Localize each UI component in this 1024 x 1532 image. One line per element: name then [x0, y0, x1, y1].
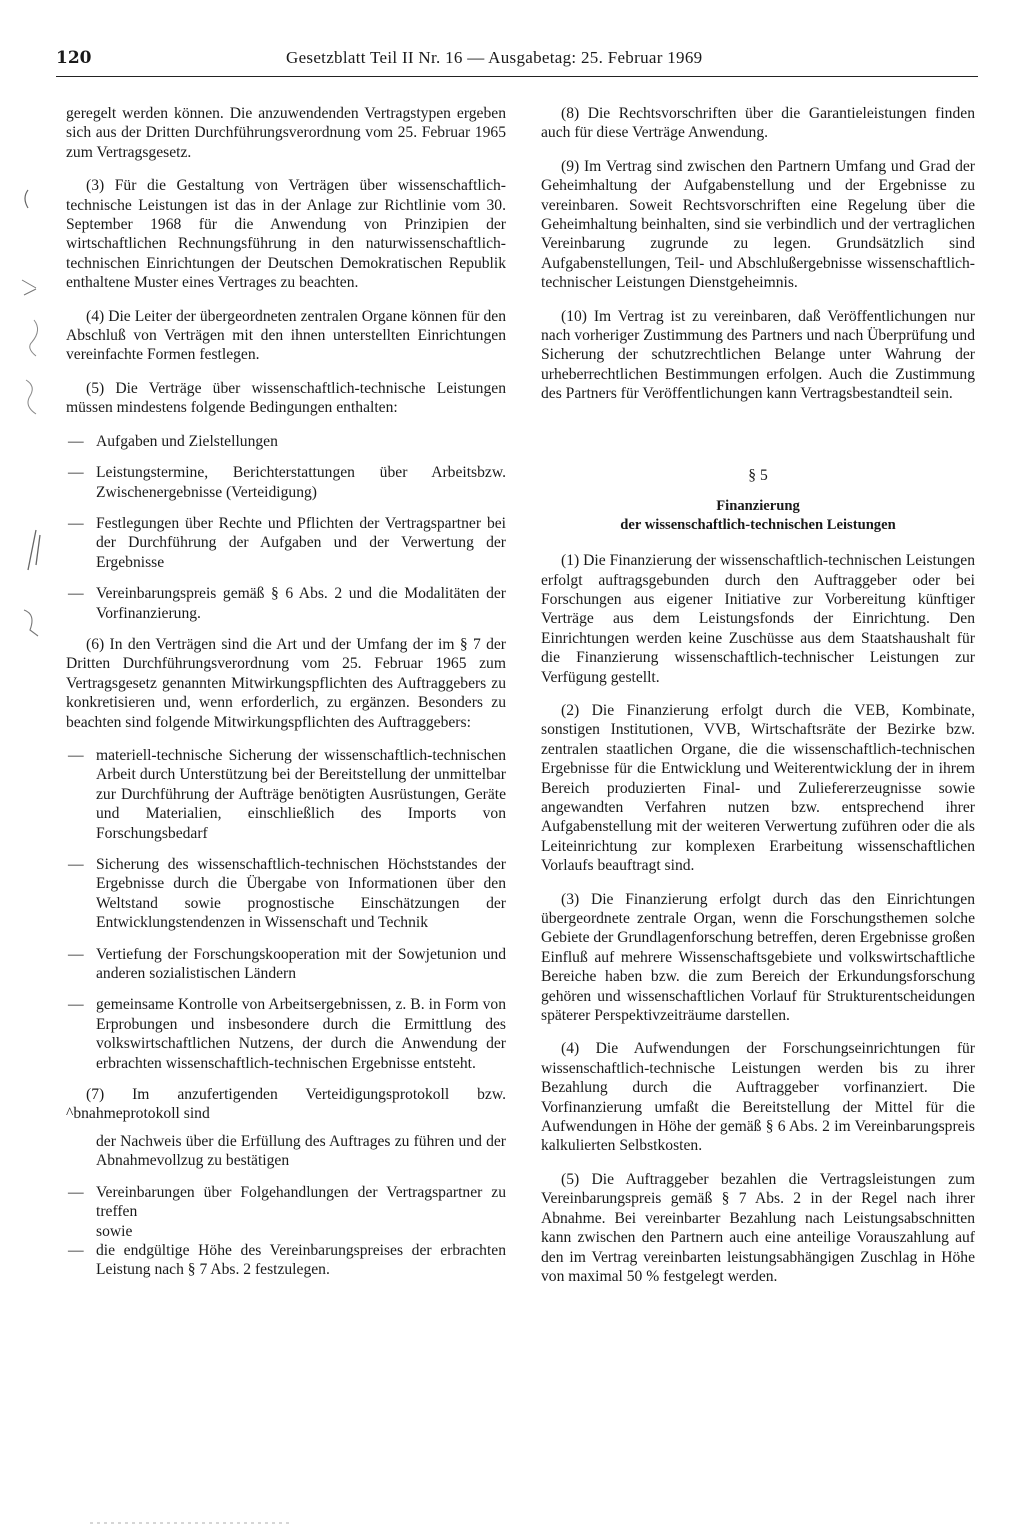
- list-item-text: die endgültige Höhe des Vereinbarungspreises der erbrachten Leistung nach § 7 Abs. 2 festzulegen.: [96, 1241, 506, 1279]
- running-title: Gesetzblatt Teil II Nr. 16 — Ausgabetag: 25. Februar 1969: [286, 48, 703, 67]
- page-header: [56, 48, 978, 77]
- list-item-text: Aufgaben und Zielstellungen: [96, 432, 278, 450]
- list-item-text: Festlegungen über Rechte und Pflichten der Vertragspartner bei der Durchführung der Aufgaben und der Verwertung der Ergebnisse: [96, 514, 506, 571]
- left-column: [66, 104, 506, 1292]
- list-item: [66, 584, 506, 623]
- paragraph-7: (7) Im anzufertigenden Verteidigungsprotokoll bzw. ^bnahmeprotokoll sind: [66, 1086, 506, 1123]
- list-item: [66, 945, 506, 984]
- section-title-line-2: der wissenschaftlich-technischen Leistungen: [620, 517, 896, 534]
- list-item-text: Vereinbarungen über Folgehandlungen der Vertragspartner zu treffen: [96, 1183, 506, 1221]
- dash-bullet: —: [68, 1183, 84, 1201]
- scan-artifact: [90, 1522, 290, 1524]
- protocol-sowie: sowie: [96, 1222, 133, 1240]
- dash-bullet: —: [68, 514, 84, 532]
- section-heading: § 5: [748, 466, 768, 484]
- page-number: 120: [56, 48, 92, 68]
- list-item-text: Vertiefung der Forschungskooperation mit der Sowjetunion und anderen sozialistischen Ländern: [96, 945, 506, 983]
- paragraph-4: (4) Die Leiter der übergeordneten zentralen Organe können für den Abschluß von Verträgen mit den ihnen unterstellten Einrichtungen vereinfachte Formen festlegen.: [66, 307, 506, 364]
- dash-bullet: —: [68, 464, 84, 482]
- dash-bullet: —: [68, 746, 84, 764]
- protocol-item-3: [66, 1241, 506, 1280]
- right-column: [541, 104, 975, 1300]
- list-item-text: Sicherung des wissenschaftlich-technischen Höchststandes der Ergebnisse durch die Übergabe von Informationen über den Weltstand sowie prognostische Einschätzungen der Entwicklungstendenzen in Wissenschaft und Technik: [96, 856, 506, 932]
- section-paragraph-2: (2) Die Finanzierung erfolgt durch die VEB, Kombinate, sonstigen Institutionen, VVB, Wirtschaftsräte der Bezirke bzw. zentralen staatlichen Organe, die die wissenschaftlich-technischen Ergebnisse für die Entwicklung und Weiterentwicklung der in ihrem Bereich produzierten Final- und Zuliefererzeugnisse sowie angewandten Verfahren nutzen bzw. entsprechend ihrer Aufgabenstellung mit der weiteren Verwertung zuführen oder die als Leiteinrichtung zur komplexen Erarbeitung wissenschaftlichen Vorlaufs beauftragt sind.: [541, 701, 975, 875]
- list-item-text: Leistungstermine, Berichterstattungen über Arbeitsbzw. Zwischenergebnisse (Verteidigung): [96, 464, 506, 501]
- protocol-item-2: [66, 1183, 506, 1222]
- dash-bullet: —: [68, 432, 84, 450]
- paragraph-3: (3) Für die Gestaltung von Verträgen über wissenschaftlich-technische Leistungen ist das in der Anlage zur Richtlinie vom 30. September 1968 für die Anwendung von Prinzipien der wirtschaftlichen Rechnungsführung in den naturwissenschaftlich-technischen Einrichtungen der Deutschen Demokratischen Republik enthaltene Muster eines Vertrages zu beachten.: [66, 177, 506, 292]
- dash-bullet: —: [68, 585, 84, 603]
- list-item-text: materiell-technische Sicherung der wissenschaftlich-technischen Arbeit durch Unterstützung bei der Bereitstellung der unmittelbar zur Durchführung der Aufträge benötigten Ausrüstungen, Geräte und Materialien, einschließlich des Imports von Forschungsbedarf: [96, 746, 506, 842]
- paragraph-8: (8) Die Rechtsvorschriften über die Garantieleistungen finden auch für diese Verträge Anwendung.: [541, 105, 975, 142]
- section-paragraph-5: (5) Die Auftraggeber bezahlen die Vertragsleistungen zum Vereinbarungspreis gemäß § 7 Abs. 2 in der Regel nach ihrer Abnahme. Bei vereinbarter Bezahlung nach Leistungsabschnitten kann zwischen den Partnern auch eine anteilige Vorauszahlung auf den im Vertrag vereinbarten leistungsabhängigen Zuschlag in Höhe von maximal 50 % festgelegt werden.: [541, 1170, 975, 1285]
- list-item: [66, 746, 506, 843]
- section-title-line-1: Finanzierung: [716, 498, 800, 515]
- list-item: [66, 432, 506, 451]
- paragraph-intro: geregelt werden können. Die anzuwendenden Vertragstypen ergeben sich aus der Dritten Durchführungsverordnung vom 25. Februar 1965 zum Vertragsgesetz.: [66, 105, 506, 161]
- paragraph-5: (5) Die Verträge über wissenschaftlich-technische Leistungen müssen mindestens folgende Bedingungen enthalten:: [66, 379, 506, 417]
- paragraph-10: (10) Im Vertrag ist zu vereinbaren, daß Veröffentlichungen nur nach vorheriger Zustimmung des Partners und nach Überprüfung und Sicherung der schutzrechtlichen Belange unter Wahrung der urheberrechtlichen Bestimmungen erfolgen. Auch die Zustimmung des Partners für Veröffentlichungen kann Vertragsbestandteil sein.: [541, 307, 975, 403]
- dash-bullet: —: [68, 1241, 84, 1259]
- list-item: [66, 995, 506, 1073]
- paragraph-9: (9) Im Vertrag sind zwischen den Partnern Umfang und Grad der Geheimhaltung der Aufgabenstellung und der Ergebnisse zu vereinbaren. Soweit Rechtsvorschriften eine Regelung über die Geheimhaltung beinhalten, sind sie verbindlich und der vertraglichen Vereinbarung zugrunde zu legen. Grundsätzlich sind Aufgabenstellungen, Teil- und Abschlußergebnisse wissenschaftlich-technischer Leistungen Dienstgeheimnis.: [541, 157, 975, 292]
- section-title: [541, 497, 975, 535]
- list-item: [66, 514, 506, 572]
- list-item: [66, 855, 506, 933]
- list-item-text: Vereinbarungspreis gemäß § 6 Abs. 2 und die Modalitäten der Vorfinanzierung.: [96, 585, 506, 622]
- section-paragraph-3: (3) Die Finanzierung erfolgt durch das den Einrichtungen übergeordnete zentrale Organ, wenn die Forschungsthemen solche Gebiete der Grundlagenforschung betreffen, deren Ergebnisse großen Einfluß auf mehrere Wissenschaftsgebiete und volkswirtschaftliche Bereiche haben bzw. die zum Bereich der Erkundungsforschung gehören und wissenschaftlichen Vorlauf für Strukturentscheidungen späterer Perspektivzeiträume darstellen.: [541, 890, 975, 1025]
- dash-bullet: —: [68, 996, 84, 1014]
- dash-bullet: —: [68, 856, 84, 873]
- duties-list: [66, 746, 506, 1073]
- section-paragraph-4: (4) Die Aufwendungen der Forschungseinrichtungen für wissenschaftlich-technische Leistungen werden bis zu ihrer Bezahlung durch die Auftraggeber vorfinanziert. Die Vorfinanzierung umfaßt die Bereitstellung der Mittel für die Aufwendungen in Höhe der gemäß § 6 Abs. 2 im Vereinbarungspreis kalkulierten Selbstkosten.: [541, 1040, 975, 1155]
- protocol-item-1: der Nachweis über die Erfüllung des Auftrages zu führen und der Abnahmevollzug zu bestätigen: [96, 1132, 506, 1170]
- list-item-text: gemeinsame Kontrolle von Arbeitsergebnissen, z. B. in Form von Erprobungen und insbesondere durch die Ermittlung des volkswirtschaftlichen Nutzens, der durch die Anwendung der erbrachten wissenschaftlich-technischen Ergebnisse entsteht.: [96, 996, 506, 1072]
- handwritten-margin-marks: [16, 170, 60, 690]
- conditions-list: [66, 432, 506, 623]
- dash-bullet: —: [68, 945, 84, 963]
- list-item: [66, 463, 506, 502]
- section-paragraph-1: (1) Die Finanzierung der wissenschaftlich-technischen Leistungen erfolgt auftragsgebunden durch den Auftraggeber oder bei Forschungen aus eigener Initiative zur Vorbereitung künftiger Verträge aus dem Leistungsfonds der Einrichtung. Den Einrichtungen werden keine Zuschüsse aus dem Staatshaushalt für die Finanzierung wissenschaftlich-technischer Leistungen zur Verfügung gestellt.: [541, 552, 975, 686]
- paragraph-6: (6) In den Verträgen sind die Art und der Umfang der im § 7 der Dritten Durchführungsverordnung vom 25. Februar 1965 zum Vertragsgesetz genannten Mitwirkungspflichten des Auftraggebers zu konkretisieren und, wenn erforderlich, zu ergänzen. Besonders zu beachten sind folgende Mitwirkungspflichten des Auftraggebers:: [66, 635, 506, 731]
